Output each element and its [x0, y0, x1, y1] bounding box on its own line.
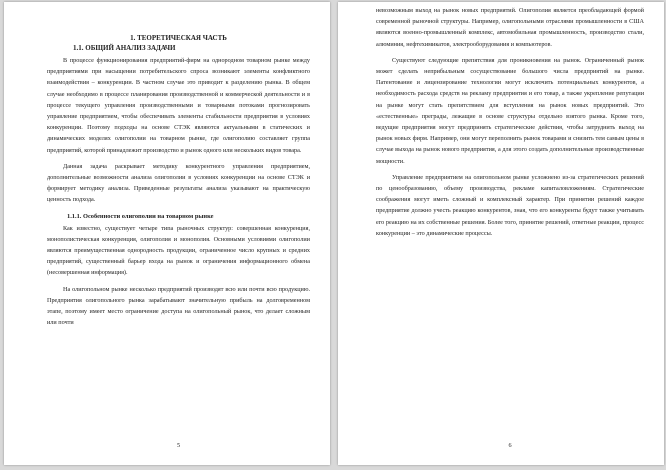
page-6-body: [376, 5, 644, 239]
paragraph: невозможным выход на рынок новых предприятий. Олигополия является преобладающей формой современной рыночной структуры. Например, олигопольными отраслями промышленности в США являются военно-промышленный комплекс, автомобильная промышленность, производство стали, алюминия, нефтехимикатов, электрооборудования и компьютеров.: [376, 7, 644, 48]
paragraph: На олигопольном рынке несколько предприятий производят всю или почти всю продукцию. Предприятия олигопольного рынка зарабатывают значительную прибыль на долговременном этапе, поэтому имеет место ограничение доступа на олигопольный рынок, что делает сложным или почти: [47, 285, 310, 327]
chapter-title: 1. ТЕОРЕТИЧЕСКАЯ ЧАСТЬ: [130, 34, 227, 42]
document-page-6: [338, 2, 664, 465]
paragraph: В процессе функционирования предприятий-фирм на однородном товарном рынке между предприятиями при насыщении потребительского спроса возникают элементы конфликтного взаимодействия – конкуренции. В частном случае это приводит к разделению рынка. В общем случае необходимо в процессе планирования производственной и коммерческой деятельности и в процессе текущего управления производственными и товарными потоками прогнозировать управление предприятием, чтобы обеспечивать элементы стабильности предприятия в условиях конкуренции. Поэтому подходы на основе СТЭК являются актуальными в статических и динамических моделях олигополии на товарном рынке, где олигополию составляет группа предприятий, которой принадлежит производство и рынок одного или нескольких видов товара.: [47, 57, 310, 154]
page-number: 6: [508, 442, 512, 449]
page-number: 5: [176, 442, 181, 449]
page-5-body: [47, 55, 310, 328]
subsection-title: 1.1.1. Особенности олигополии на товарном рынке: [67, 212, 214, 220]
paragraph: Данная задача раскрывает методику конкурентного управления предприятием, дополнительные возможности анализа олигополии в условиях конкуренции на основе СТЭК и формирует методику анализа. Приведенные результаты анализа указывают на практическую ценность подхода.: [47, 162, 310, 204]
document-page-5: [4, 2, 330, 465]
paragraph: Как известно, существует четыре типа рыночных структур: совершенная конкуренция, монополистическая конкуренция, олигополия и монополия. Основными условиями олигополии являются преимущественная однородность продукции, ограниченное число крупных и средних предприятий, существенный барьер входа на рынок и ограничения информационного обмена (несовершенная информация).: [47, 224, 310, 277]
section-title: 1.1. ОБЩИЙ АНАЛИЗ ЗАДАЧИ: [73, 44, 176, 52]
paragraph: Существуют следующие препятствия для проникновения на рынок. Ограниченный рынок может сделать неприбыльным сосуществование большого числа предприятий на рынке. Патентование и лицензирование технологии могут исключить потенциальных конкурентов, а необходимость расхода средств на рекламу предприятия и его товар, а также укрепление репутации на рынке могут стать препятствием для вступления на рынок новых предприятий. Это «естественные» преграды, лежащие в основе структуры отдельно взятого рынка. Кроме того, ведущие предприятия могут предпринять стратегические действия, чтобы затруднить выход на рынок новых фирм. Например, они могут переполнить рынок товарами и снизить тем самым цены в случае выхода на рынок нового предприятия, а для этого создать дополнительные производственные мощности.: [376, 56, 644, 165]
paragraph: Управление предприятием на олигопольном рынке усложнено из-за стратегических решений по ценообразованию, объему производства, рекламе капиталовложениям. Стратегические соображения могут иметь сложный и комплексный характер. При принятии решений каждое предприятие должно учесть реакцию конкурентов, зная, что его конкуренты будут также учитывать его реакцию на их собственные решения. Более того, принятие решений, ответные реакции, процесс конкуренции – это динамические процессы.: [376, 173, 644, 237]
